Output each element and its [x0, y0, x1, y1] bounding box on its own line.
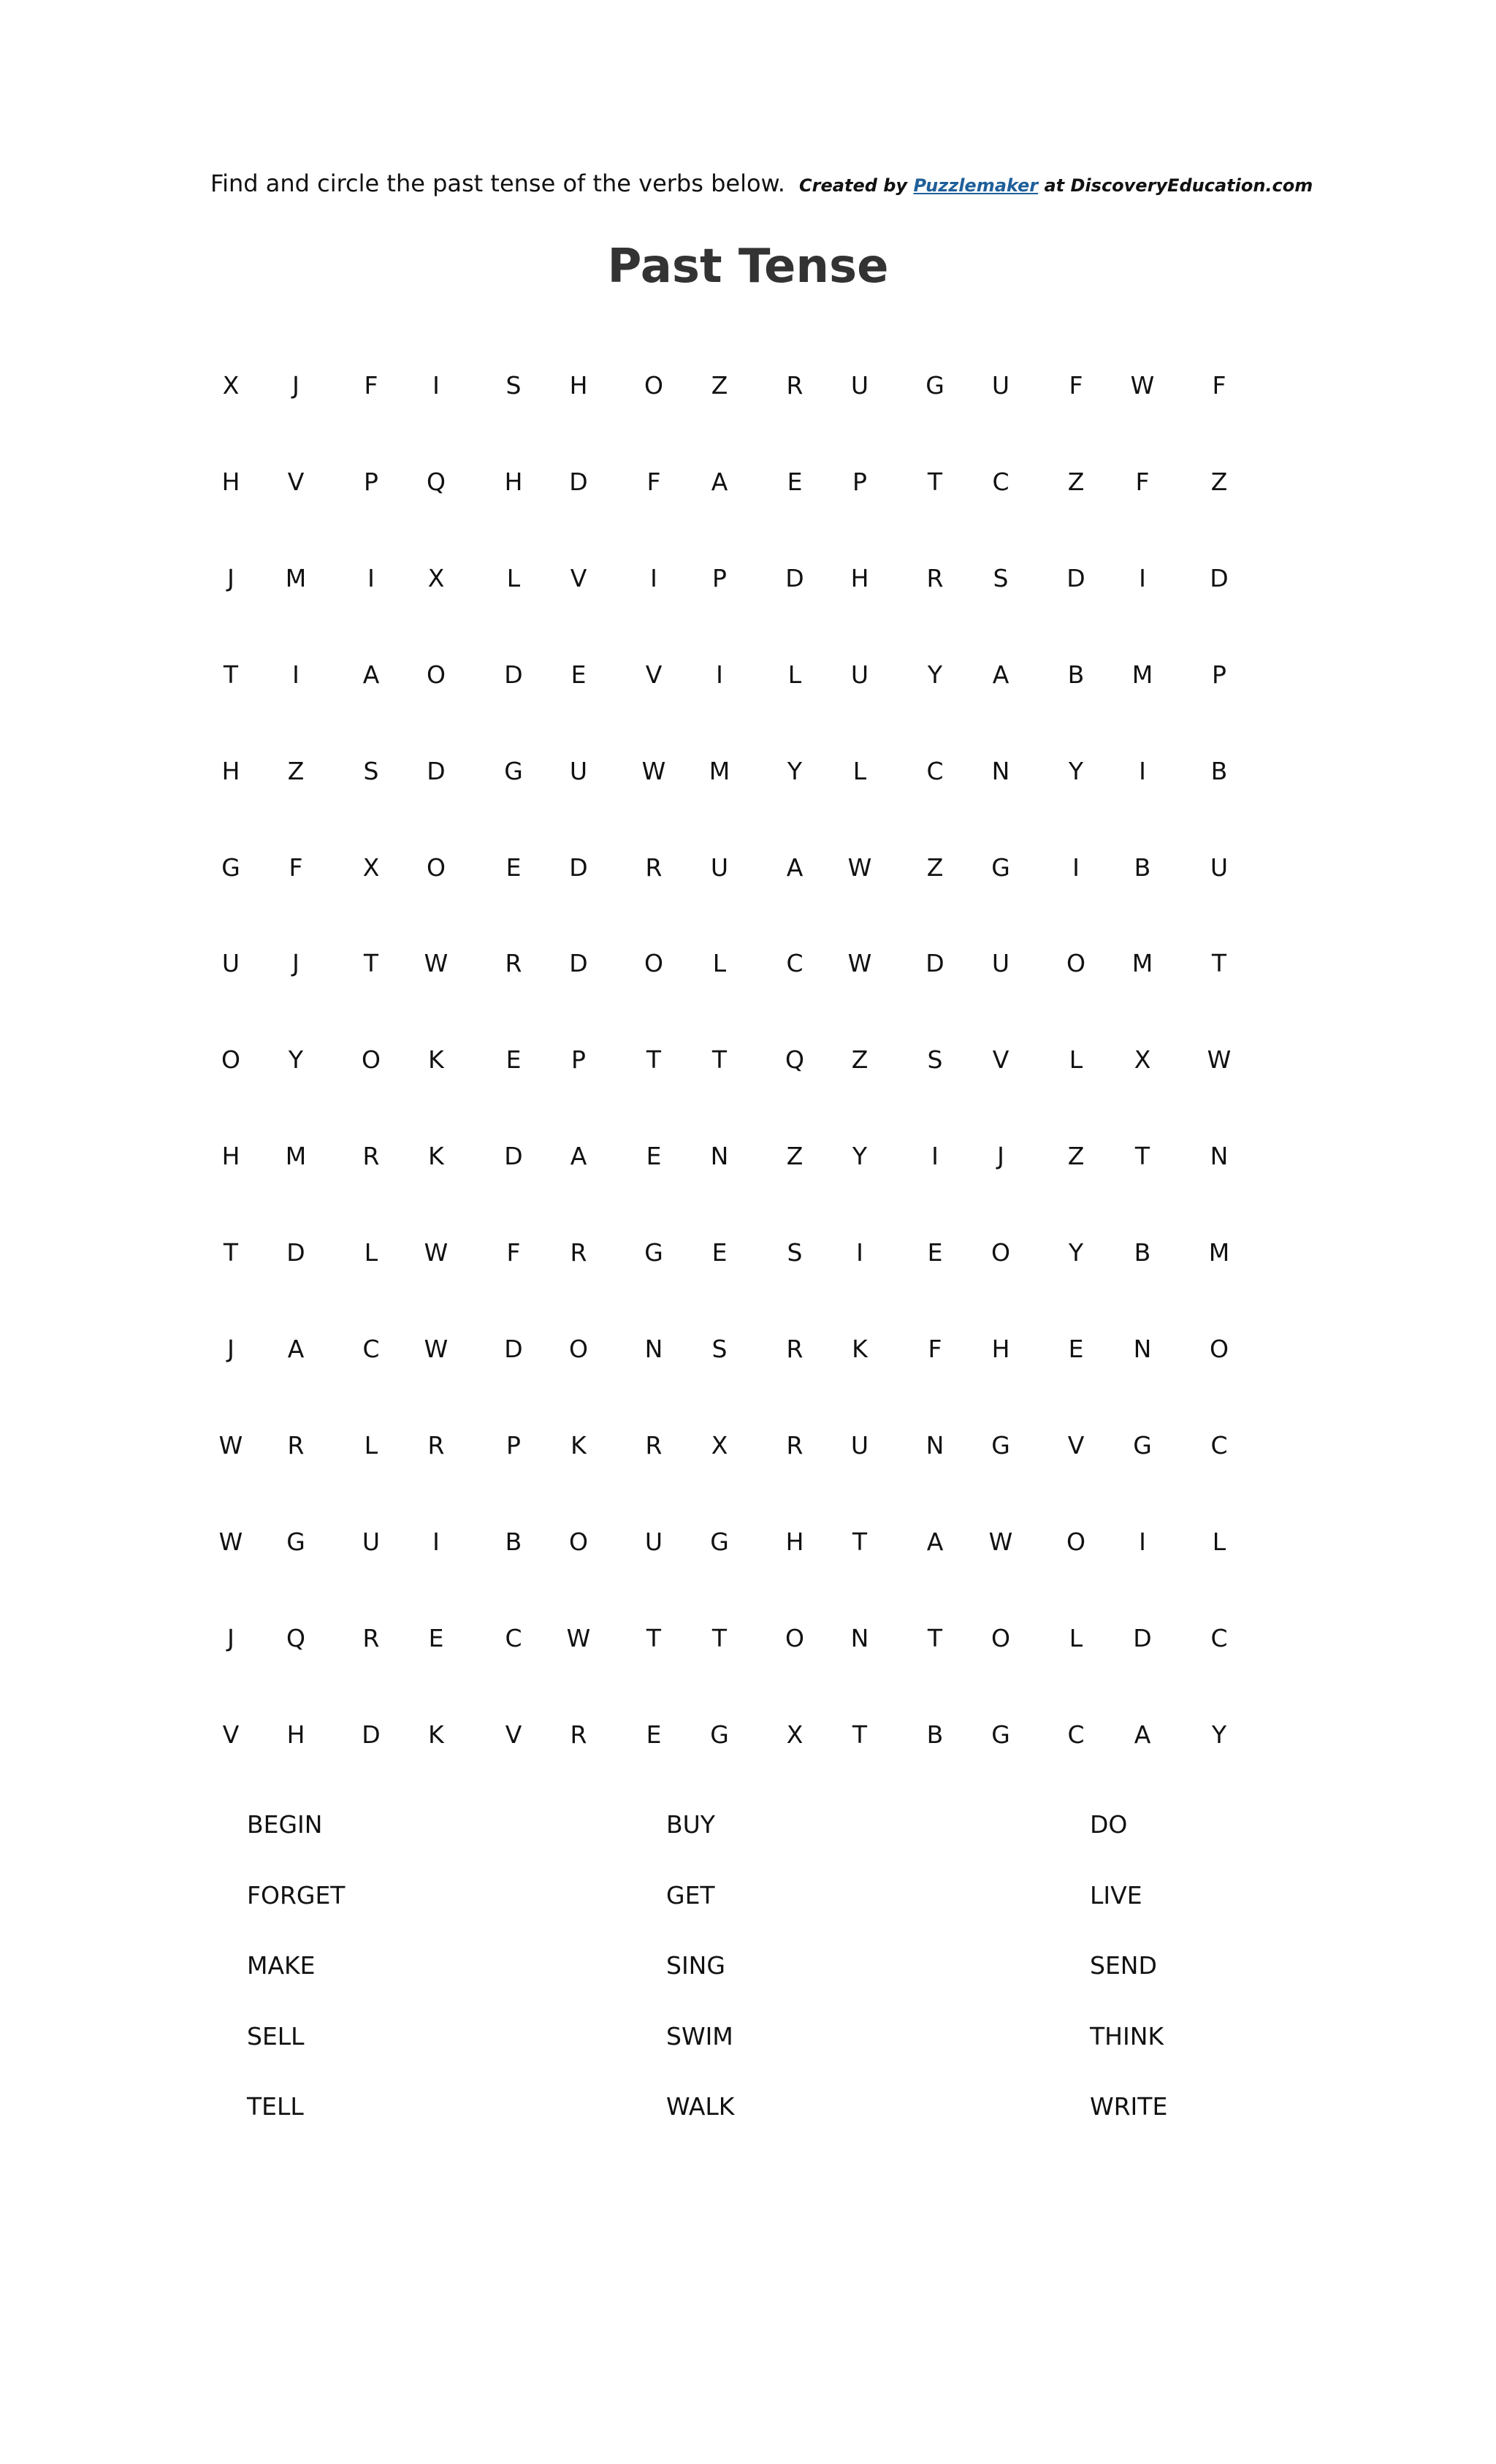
grid-letter[interactable]: G — [504, 756, 523, 785]
grid-letter[interactable]: L — [787, 660, 802, 689]
grid-letter[interactable]: X — [711, 1430, 728, 1460]
grid-letter[interactable]: G — [221, 853, 240, 882]
grid-letter[interactable]: E — [646, 1142, 662, 1171]
credit-suffix: at DiscoveryEducation.com — [1038, 175, 1313, 196]
grid-letter[interactable]: P — [571, 1045, 586, 1075]
grid-letter[interactable]: C — [926, 756, 944, 785]
grid-letter[interactable]: Y — [852, 1142, 868, 1171]
grid-letter[interactable]: H — [221, 756, 240, 785]
grid-letter[interactable]: B — [1134, 1238, 1151, 1267]
grid-letter[interactable]: U — [1210, 853, 1229, 882]
grid-letter[interactable]: T — [223, 1238, 239, 1267]
grid-letter[interactable]: T — [852, 1720, 868, 1749]
grid-letter[interactable]: X — [222, 371, 240, 400]
grid-letter[interactable]: C — [1210, 1623, 1228, 1652]
grid-letter[interactable]: W — [424, 949, 449, 978]
grid-letter[interactable]: Z — [851, 1045, 869, 1075]
grid-letter[interactable]: I — [856, 1238, 863, 1267]
grid-letter[interactable]: O — [1210, 1335, 1229, 1363]
grid-letter[interactable]: N — [926, 1430, 944, 1460]
grid-letter[interactable]: J — [292, 949, 299, 978]
grid-letter[interactable]: U — [850, 1430, 869, 1460]
grid-letter[interactable]: X — [1134, 1045, 1151, 1075]
word-list-item: MAKE — [247, 1951, 316, 1980]
grid-letter[interactable]: S — [787, 1238, 803, 1267]
grid-letter[interactable]: V — [222, 1720, 240, 1749]
word-list-item: SEND — [1090, 1951, 1157, 1980]
grid-letter[interactable]: L — [1069, 1623, 1083, 1652]
grid-letter[interactable]: D — [569, 467, 588, 496]
grid-letter[interactable]: W — [566, 1623, 591, 1652]
grid-letter[interactable]: A — [926, 1527, 944, 1556]
grid-letter[interactable]: W — [988, 1527, 1013, 1556]
grid-letter[interactable]: F — [646, 467, 661, 496]
grid-letter[interactable]: N — [850, 1623, 869, 1652]
grid-letter[interactable]: R — [786, 1335, 804, 1363]
grid-letter[interactable]: F — [1212, 371, 1226, 400]
grid-letter[interactable]: U — [850, 660, 869, 689]
grid-letter[interactable]: Y — [927, 660, 943, 689]
grid-letter[interactable]: R — [505, 949, 522, 978]
grid-letter[interactable]: C — [786, 949, 804, 978]
grid-letter[interactable]: H — [221, 1142, 240, 1171]
grid-letter[interactable]: B — [926, 1720, 944, 1749]
grid-letter[interactable]: R — [645, 1430, 663, 1460]
grid-letter[interactable]: D — [1210, 563, 1229, 592]
grid-letter[interactable]: U — [362, 1527, 381, 1556]
grid-letter[interactable]: E — [428, 1623, 444, 1652]
grid-letter[interactable]: E — [711, 1238, 728, 1267]
grid-letter[interactable]: P — [852, 467, 867, 496]
grid-letter[interactable]: N — [1133, 1335, 1152, 1363]
grid-letter[interactable]: U — [644, 1527, 663, 1556]
grid-letter[interactable]: Z — [711, 371, 728, 400]
grid-letter[interactable]: Y — [1211, 1720, 1227, 1749]
grid-letter[interactable]: D — [569, 853, 588, 882]
grid-letter[interactable]: D — [286, 1238, 305, 1267]
grid-letter[interactable]: H — [991, 1335, 1010, 1363]
grid-letter[interactable]: J — [227, 563, 234, 592]
grid-letter[interactable]: K — [428, 1720, 444, 1749]
grid-letter[interactable]: V — [1067, 1430, 1085, 1460]
word-list-item: THINK — [1090, 2021, 1164, 2051]
word-list-item: WALK — [666, 2092, 735, 2121]
grid-letter[interactable]: I — [716, 660, 723, 689]
grid-letter[interactable]: M — [1131, 949, 1153, 978]
grid-letter[interactable]: S — [363, 756, 379, 785]
grid-letter[interactable]: Y — [1068, 756, 1084, 785]
grid-letter[interactable]: K — [428, 1142, 444, 1171]
grid-letter[interactable]: E — [927, 1238, 943, 1267]
grid-letter[interactable]: D — [504, 1142, 523, 1171]
grid-letter[interactable]: B — [505, 1527, 522, 1556]
grid-letter[interactable]: P — [506, 1430, 521, 1460]
grid-letter[interactable]: Z — [1067, 1142, 1085, 1171]
grid-letter[interactable]: I — [931, 1142, 939, 1171]
grid-letter[interactable]: N — [991, 756, 1010, 785]
word-list-item: GET — [666, 1880, 715, 1910]
grid-letter[interactable]: J — [227, 1335, 234, 1363]
grid-letter[interactable]: W — [218, 1430, 243, 1460]
grid-letter[interactable]: P — [1212, 660, 1226, 689]
grid-letter[interactable]: I — [1139, 563, 1146, 592]
grid-letter[interactable]: X — [786, 1720, 804, 1749]
grid-letter[interactable]: V — [570, 563, 587, 592]
grid-letter[interactable]: Z — [926, 853, 944, 882]
word-list-item: SELL — [247, 2021, 305, 2051]
grid-letter[interactable]: T — [1134, 1142, 1150, 1171]
grid-letter[interactable]: M — [1208, 1238, 1230, 1267]
grid-letter[interactable]: E — [505, 1045, 522, 1075]
grid-letter[interactable]: K — [570, 1430, 587, 1460]
grid-letter[interactable]: U — [569, 756, 588, 785]
grid-letter[interactable]: E — [1068, 1335, 1084, 1363]
grid-letter[interactable]: S — [993, 563, 1009, 592]
word-list-item: BUY — [666, 1810, 715, 1839]
grid-letter[interactable]: L — [852, 756, 867, 785]
word-list-item: SING — [666, 1951, 725, 1980]
grid-letter[interactable]: R — [362, 1623, 380, 1652]
grid-letter[interactable]: U — [221, 949, 240, 978]
grid-letter[interactable]: O — [427, 660, 446, 689]
page-title: Past Tense — [607, 240, 889, 294]
grid-letter[interactable]: I — [1139, 756, 1146, 785]
grid-letter[interactable]: D — [926, 949, 944, 978]
word-list-item: FORGET — [247, 1880, 346, 1910]
grid-letter[interactable]: T — [646, 1045, 662, 1075]
grid-letter[interactable]: G — [644, 1238, 663, 1267]
grid-letter[interactable]: F — [1069, 371, 1083, 400]
word-list-item: BEGIN — [247, 1810, 323, 1839]
grid-letter[interactable]: G — [286, 1527, 305, 1556]
grid-letter[interactable]: Q — [785, 1045, 804, 1075]
grid-letter[interactable]: S — [927, 1045, 943, 1075]
grid-letter[interactable]: W — [1130, 371, 1155, 400]
grid-letter[interactable]: R — [362, 1142, 380, 1171]
grid-letter[interactable]: D — [1133, 1623, 1152, 1652]
grid-letter[interactable]: Y — [1068, 1238, 1084, 1267]
grid-letter[interactable]: S — [711, 1335, 728, 1363]
grid-letter[interactable]: D — [504, 1335, 523, 1363]
grid-letter[interactable]: A — [570, 1142, 587, 1171]
grid-letter[interactable]: T — [927, 467, 943, 496]
grid-letter[interactable]: F — [364, 371, 378, 400]
grid-letter[interactable]: C — [992, 467, 1010, 496]
grid-letter[interactable]: V — [645, 660, 663, 689]
word-list-item: WRITE — [1090, 2092, 1168, 2121]
grid-letter[interactable]: J — [997, 1142, 1004, 1171]
grid-letter[interactable]: R — [570, 1720, 587, 1749]
grid-letter[interactable]: Z — [1210, 467, 1228, 496]
grid-letter[interactable]: U — [710, 853, 729, 882]
grid-letter[interactable]: D — [362, 1720, 381, 1749]
grid-letter[interactable]: R — [786, 371, 804, 400]
grid-letter[interactable]: H — [504, 467, 523, 496]
grid-letter[interactable]: X — [362, 853, 380, 882]
grid-letter[interactable]: H — [221, 467, 240, 496]
grid-letter[interactable]: O — [427, 853, 446, 882]
grid-letter[interactable]: O — [1066, 1527, 1085, 1556]
grid-letter[interactable]: N — [710, 1142, 729, 1171]
grid-letter[interactable]: K — [852, 1335, 868, 1363]
word-list-item: LIVE — [1090, 1880, 1142, 1910]
grid-letter[interactable]: O — [569, 1335, 588, 1363]
grid-letter[interactable]: I — [367, 563, 375, 592]
grid-letter[interactable]: G — [710, 1720, 729, 1749]
grid-letter[interactable]: A — [992, 660, 1010, 689]
grid-letter[interactable]: A — [362, 660, 380, 689]
grid-letter[interactable]: L — [1212, 1527, 1226, 1556]
grid-letter[interactable]: P — [712, 563, 727, 592]
grid-letter[interactable]: M — [1131, 660, 1153, 689]
grid-letter[interactable]: W — [424, 1238, 449, 1267]
grid-letter[interactable]: W — [1207, 1045, 1232, 1075]
grid-letter[interactable]: C — [362, 1335, 380, 1363]
grid-letter[interactable]: I — [650, 563, 657, 592]
grid-letter[interactable]: Z — [287, 756, 305, 785]
grid-letter[interactable]: B — [1067, 660, 1085, 689]
grid-letter[interactable]: B — [1134, 853, 1151, 882]
grid-letter[interactable]: O — [644, 949, 663, 978]
grid-letter[interactable]: N — [644, 1335, 663, 1363]
grid-letter[interactable]: D — [1066, 563, 1085, 592]
grid-letter[interactable]: C — [1067, 1720, 1085, 1749]
grid-letter[interactable]: J — [227, 1623, 234, 1652]
grid-letter[interactable]: L — [712, 949, 727, 978]
grid-letter[interactable]: F — [289, 853, 303, 882]
grid-letter[interactable]: L — [364, 1238, 378, 1267]
grid-letter[interactable]: T — [223, 660, 239, 689]
grid-letter[interactable]: T — [711, 1623, 728, 1652]
grid-letter[interactable]: G — [991, 1720, 1010, 1749]
grid-letter[interactable]: H — [286, 1720, 305, 1749]
grid-letter[interactable]: W — [847, 853, 872, 882]
grid-letter[interactable]: A — [287, 1335, 305, 1363]
grid-letter[interactable]: G — [710, 1527, 729, 1556]
grid-letter[interactable]: W — [847, 949, 872, 978]
grid-letter[interactable]: V — [505, 1720, 522, 1749]
grid-letter[interactable]: I — [1072, 853, 1080, 882]
grid-letter[interactable]: D — [569, 949, 588, 978]
grid-letter[interactable]: E — [787, 467, 803, 496]
grid-letter[interactable]: O — [644, 371, 663, 400]
grid-letter[interactable]: F — [506, 1238, 521, 1267]
grid-letter[interactable]: J — [292, 371, 299, 400]
grid-letter[interactable]: D — [427, 756, 446, 785]
grid-letter[interactable]: N — [1210, 1142, 1229, 1171]
grid-letter[interactable]: Y — [787, 756, 803, 785]
grid-letter[interactable]: Z — [786, 1142, 804, 1171]
grid-letter[interactable]: L — [506, 563, 521, 592]
grid-letter[interactable]: T — [852, 1527, 868, 1556]
grid-letter[interactable]: X — [427, 563, 445, 592]
grid-letter[interactable]: H — [850, 563, 869, 592]
grid-letter[interactable]: E — [505, 853, 522, 882]
grid-letter[interactable]: M — [285, 563, 307, 592]
grid-letter[interactable]: Q — [286, 1623, 305, 1652]
grid-letter[interactable]: D — [785, 563, 804, 592]
grid-letter[interactable]: H — [785, 1527, 804, 1556]
grid-letter[interactable]: I — [292, 660, 299, 689]
grid-letter[interactable]: A — [1134, 1720, 1151, 1749]
grid-letter[interactable]: D — [504, 660, 523, 689]
grid-letter[interactable]: T — [363, 949, 379, 978]
instructions-text: Find and circle the past tense of the verbs below. — [210, 169, 785, 197]
grid-letter[interactable]: I — [1139, 1527, 1146, 1556]
grid-letter[interactable]: M — [709, 756, 730, 785]
grid-letter[interactable]: R — [287, 1430, 305, 1460]
grid-letter[interactable]: H — [569, 371, 588, 400]
grid-letter[interactable]: C — [505, 1623, 522, 1652]
word-list-item: DO — [1090, 1810, 1128, 1839]
grid-letter[interactable]: T — [1211, 949, 1227, 978]
grid-letter[interactable]: O — [362, 1045, 381, 1075]
grid-letter[interactable]: U — [850, 371, 869, 400]
puzzlemaker-link[interactable]: Puzzlemaker — [913, 175, 1039, 196]
grid-letter[interactable]: R — [645, 853, 663, 882]
grid-letter[interactable]: W — [424, 1335, 449, 1363]
grid-letter[interactable]: G — [926, 371, 944, 400]
grid-letter[interactable]: O — [785, 1623, 804, 1652]
grid-letter[interactable]: T — [646, 1623, 662, 1652]
grid-letter[interactable]: A — [711, 467, 728, 496]
word-list-item: SWIM — [666, 2021, 733, 2051]
grid-letter[interactable]: O — [1066, 949, 1085, 978]
grid-letter[interactable]: E — [646, 1720, 662, 1749]
grid-letter[interactable]: U — [991, 371, 1010, 400]
grid-letter[interactable]: G — [991, 853, 1010, 882]
grid-letter[interactable]: P — [364, 467, 378, 496]
grid-letter[interactable]: K — [428, 1045, 444, 1075]
grid-letter[interactable]: R — [570, 1238, 587, 1267]
grid-letter[interactable]: V — [992, 1045, 1010, 1075]
grid-letter[interactable]: S — [505, 371, 522, 400]
grid-letter[interactable]: L — [1069, 1045, 1083, 1075]
grid-letter[interactable]: O — [221, 1045, 240, 1075]
grid-letter[interactable]: R — [427, 1430, 445, 1460]
grid-letter[interactable]: Y — [288, 1045, 304, 1075]
word-list-item: TELL — [247, 2092, 304, 2121]
grid-letter[interactable]: F — [928, 1335, 942, 1363]
grid-letter[interactable]: R — [926, 563, 944, 592]
grid-letter[interactable]: T — [927, 1623, 943, 1652]
grid-letter[interactable]: F — [1135, 467, 1150, 496]
grid-letter[interactable]: O — [991, 1623, 1010, 1652]
grid-letter[interactable]: Q — [427, 467, 446, 496]
grid-letter[interactable]: U — [991, 949, 1010, 978]
grid-letter[interactable]: C — [1210, 1430, 1228, 1460]
grid-letter[interactable]: E — [570, 660, 587, 689]
grid-letter[interactable]: G — [991, 1430, 1010, 1460]
grid-letter[interactable]: I — [432, 371, 440, 400]
grid-letter[interactable]: G — [1133, 1430, 1152, 1460]
grid-letter[interactable]: I — [432, 1527, 440, 1556]
grid-letter[interactable]: V — [287, 467, 305, 496]
grid-letter[interactable]: L — [364, 1430, 378, 1460]
grid-letter[interactable]: O — [991, 1238, 1010, 1267]
grid-letter[interactable]: R — [786, 1430, 804, 1460]
credit-prefix: Created by — [799, 175, 914, 196]
grid-letter[interactable]: M — [285, 1142, 307, 1171]
grid-letter[interactable]: W — [218, 1527, 243, 1556]
grid-letter[interactable]: T — [711, 1045, 728, 1075]
grid-letter[interactable]: O — [569, 1527, 588, 1556]
grid-letter[interactable]: A — [786, 853, 804, 882]
grid-letter[interactable]: B — [1210, 756, 1228, 785]
grid-letter[interactable]: W — [641, 756, 666, 785]
grid-letter[interactable]: Z — [1067, 467, 1085, 496]
